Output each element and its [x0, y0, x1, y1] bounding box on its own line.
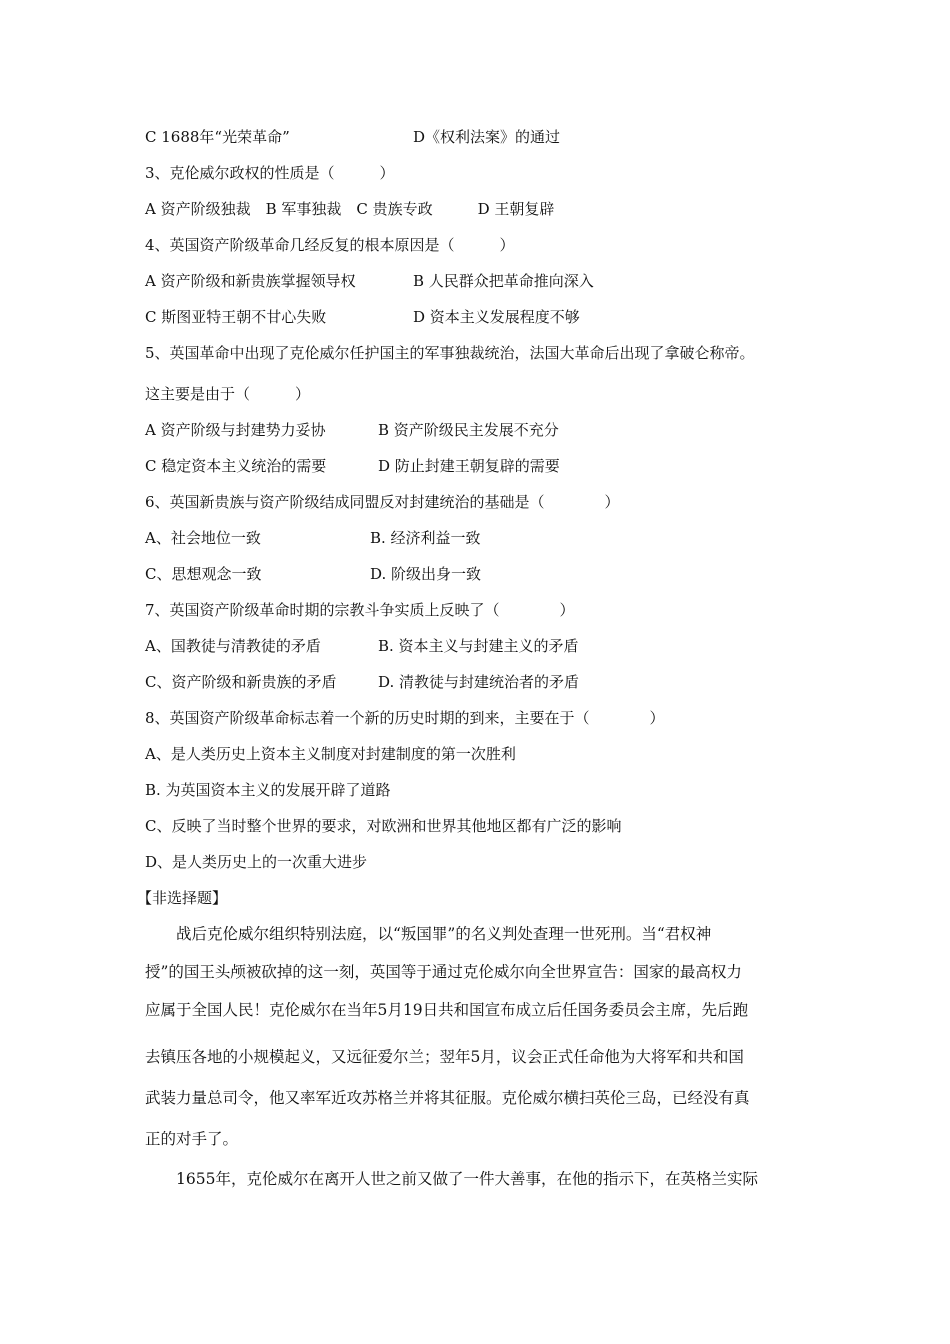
q5-stem-line2: 这主要是由于（ ） [145, 385, 311, 403]
q7-option-a: A、国教徒与清教徒的矛盾 [145, 637, 321, 655]
q3-stem: 3、克伦威尔政权的性质是（ ） [145, 164, 395, 182]
q7-option-d: D. 清教徒与封建统治者的矛盾 [378, 673, 580, 691]
q5-stem-line1: 5、英国革命中出现了克伦威尔任护国主的军事独裁统治，法国大革命后出现了拿破仑称帝。 [145, 344, 755, 362]
q5-option-b: B 资产阶级民主发展不充分 [378, 421, 559, 439]
passage1-line: 正的对手了。 [145, 1130, 239, 1148]
q7-option-c: C、资产阶级和新贵族的矛盾 [145, 673, 337, 691]
q2-option-d: D《权利法案》的通过 [413, 128, 561, 146]
q4-option-a: A 资产阶级和新贵族掌握领导权 [145, 272, 356, 290]
q4-stem: 4、英国资产阶级革命几经反复的根本原因是（ ） [145, 236, 515, 254]
q4-option-b: B 人民群众把革命推向深入 [413, 272, 594, 290]
passage1-line: 去镇压各地的小规模起义，又远征爱尔兰；翌年5月，议会正式任命他为大将军和共和国 [145, 1048, 744, 1066]
q3-options: A 资产阶级独裁 B 军事独裁 C 贵族专政 D 王朝复辟 [145, 200, 555, 218]
q6-option-c: C、思想观念一致 [145, 565, 262, 583]
q7-option-b: B. 资本主义与封建主义的矛盾 [378, 637, 579, 655]
section-title: 【非选择题】 [137, 889, 228, 907]
q8-option-b: B. 为英国资本主义的发展开辟了道路 [145, 781, 391, 799]
passage1-line: 应属于全国人民！克伦威尔在当年5月19日共和国宣布成立后任国务委员会主席，先后跑 [145, 1001, 749, 1019]
q5-option-c: C 稳定资本主义统治的需要 [145, 457, 327, 475]
q6-option-b: B. 经济利益一致 [370, 529, 481, 547]
q4-option-d: D 资本主义发展程度不够 [413, 308, 580, 326]
q8-option-c: C、反映了当时整个世界的要求，对欧洲和世界其他地区都有广泛的影响 [145, 817, 622, 835]
q4-option-c: C 斯图亚特王朝不甘心失败 [145, 308, 327, 326]
q5-option-d: D 防止封建王朝复辟的需要 [378, 457, 560, 475]
q8-option-d: D、是人类历史上的一次重大进步 [145, 853, 368, 871]
q7-stem: 7、英国资产阶级革命时期的宗教斗争实质上反映了（ ） [145, 601, 575, 619]
passage1-line: 战后克伦威尔组织特别法庭，以“叛国罪”的名义判处查理一世死刑。当“君权神 [145, 925, 712, 943]
q6-option-a: A、社会地位一致 [145, 529, 261, 547]
passage1-line: 武装力量总司令，他又率军近攻苏格兰并将其征服。克伦威尔横扫英伦三岛，已经没有真 [145, 1089, 750, 1107]
q2-option-c: C 1688年“光荣革命” [145, 128, 290, 146]
passage2-line: 1655年，克伦威尔在离开人世之前又做了一件大善事，在他的指示下，在英格兰实际 [145, 1170, 758, 1188]
passage1-line: 授”的国王头颅被砍掉的这一刻，英国等于通过克伦威尔向全世界宣告：国家的最高权力 [145, 963, 742, 981]
q8-option-a: A、是人类历史上资本主义制度对封建制度的第一次胜利 [145, 745, 516, 763]
q5-option-a: A 资产阶级与封建势力妥协 [145, 421, 326, 439]
q6-stem: 6、英国新贵族与资产阶级结成同盟反对封建统治的基础是（ ） [145, 493, 620, 511]
q8-stem: 8、英国资产阶级革命标志着一个新的历史时期的到来，主要在于（ ） [145, 709, 665, 727]
q6-option-d: D. 阶级出身一致 [370, 565, 482, 583]
